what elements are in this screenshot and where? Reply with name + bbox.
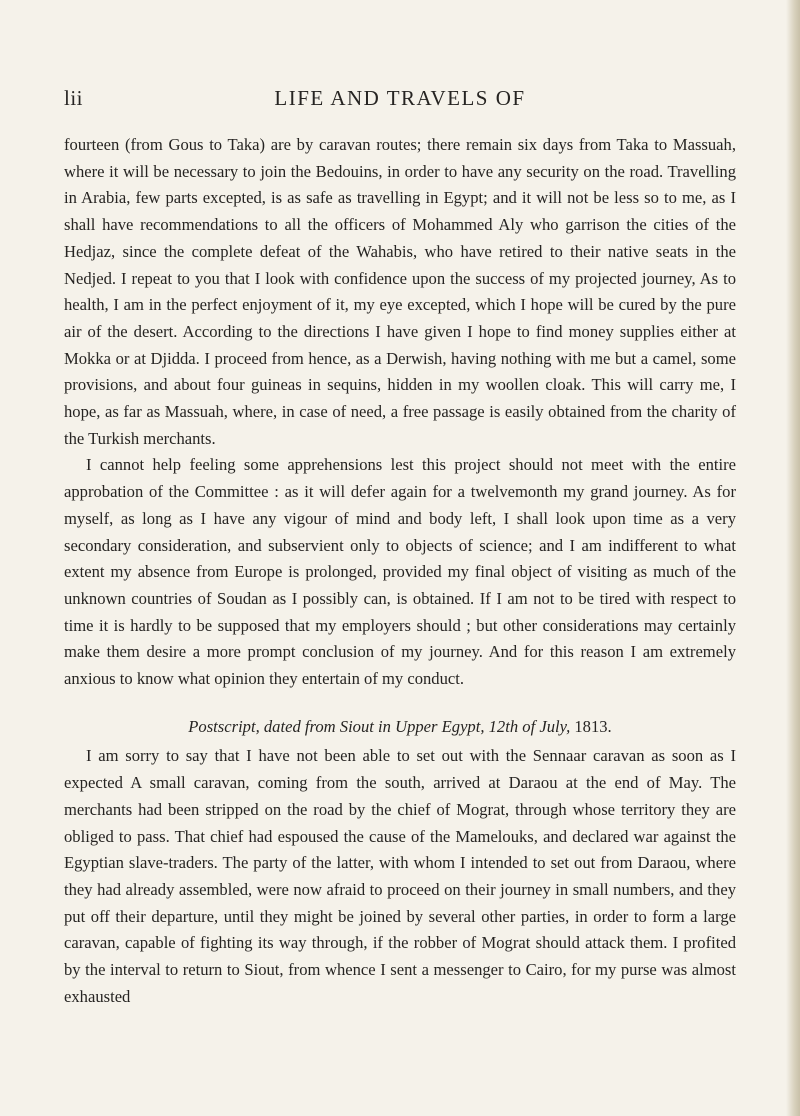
page-edge-shadow [786,0,800,1116]
body-text [64,132,736,1011]
paragraph-3: I am sorry to say that I have not been able to set out with the Sennaar caravan as soon as I expected A small caravan, coming from the south, arrived at Daraou at the end of May. The merchants had been stripped on the road by the chief of Mograt, through whose territory they are obliged to pass. That chief had espoused the cause of the Mamelouks, and declared war against the Egyptian slave-traders. The party of the latter, with whom I intended to set out from Daraou, where they had already assembled, were now afraid to proceed on their journey in small numbers, and they put off their departure, until they might be joined by several other parties, in order to form a large caravan, capable of fighting its way through, if the robber of Mograt should attack them. I profited by the interval to return to Siout, from whence I sent a messenger to Cairo, for my purse was almost exhausted [64,746,736,1006]
paragraph-2: I cannot help feeling some apprehensions lest this project should not meet with the entire approbation of the Committee : as it will defer again for a twelvemonth my grand journey. As for myself, as long as I have any vigour of mind and body left, I shall look upon time as a very secondary consideration, and subservient only to objects of science; and I am indifferent to what extent my absence from Europe is prolonged, provided my final object of visiting as much of the unknown countries of Soudan as I possibly can, is obtained. If I am not to be tired with respect to time it is hardly to be supposed that my employers should ; but other considerations may certainly make them desire a more prompt conclusion of my journey. And for this reason I am extremely anxious to know what opinion they entertain of my conduct. [64,455,736,689]
running-title: LIFE AND TRAVELS OF [274,86,526,110]
postscript-heading [64,714,736,741]
paragraph-1: fourteen (from Gous to Taka) are by caravan routes; there remain six days from Taka to Massuah, where it will be necessary to join the Bedouins, in order to have any security on the road. Travelling in Arabia, few parts excepted, is as safe as travelling in Egypt; and it will not be less so to me, as I shall have recommendations to all the officers of Mohammed Aly who garrison the cities of the Hedjaz, since the complete defeat of the Wahabis, who have retired to their native seats in the Nedjed. I repeat to you that I look with confidence upon the success of my projected journey, As to health, I am in the perfect enjoyment of it, my eye excepted, which I hope will be cured by the pure air of the desert. According to the directions I have given I hope to find money supplies either at Mokka or at Djidda. I proceed from hence, as a Derwish, having nothing with me but a camel, some provisions, and about four guineas in sequins, hidden in my woollen cloak. This will carry me, I hope, as far as Massuah, where, in case of need, a free passage is easily obtained from the charity of the Turkish merchants. [64,135,736,448]
postscript-heading-year: 1813. [570,716,612,736]
running-head [64,86,736,116]
postscript-heading-italic: Postscript, dated from Siout in Upper Egypt, 12th of July, [188,716,571,736]
page-number: lii [64,86,84,110]
